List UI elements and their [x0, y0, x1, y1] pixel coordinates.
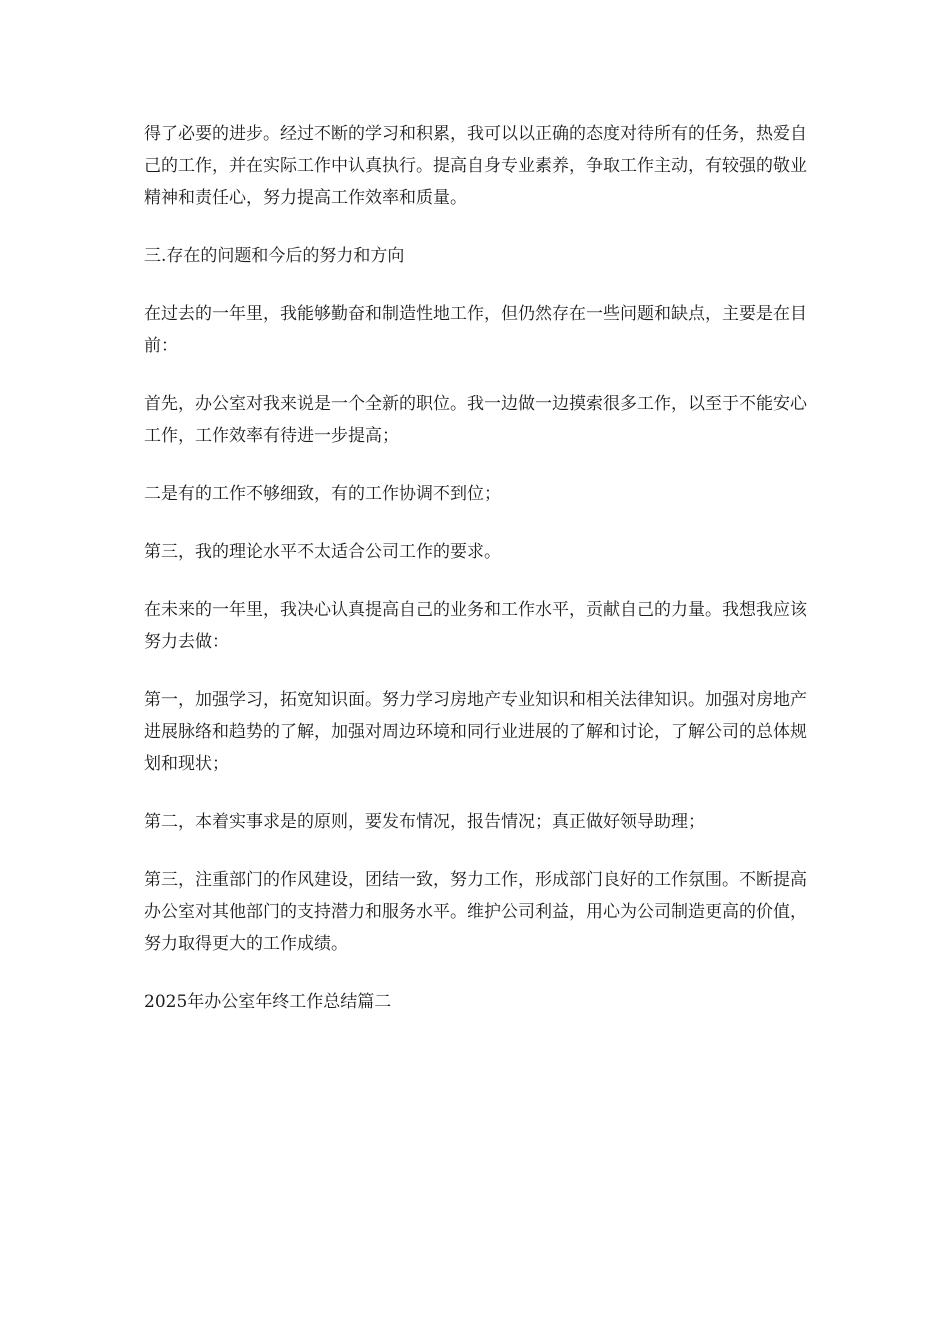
document-body: [144, 118, 814, 1044]
paragraph-problem-third: 第三，我的理论水平不太适合公司工作的要求。: [144, 542, 501, 562]
paragraph-progress: 得了必要的进步。经过不断的学习和积累，我可以以正确的态度对待所有的任务，热爱自己的工作，并在实际工作中认真执行。提高自身专业素养，争取工作主动，有较强的敬业精神和责任心，努力提高工作效率和质量。: [144, 124, 807, 208]
paragraph-future-intro: 在未来的一年里，我决心认真提高自己的业务和工作水平，贡献自己的力量。我想我应该努力去做：: [144, 600, 807, 652]
paragraph-intro-problems: 在过去的一年里，我能够勤奋和制造性地工作，但仍然存在一些问题和缺点，主要是在目前：: [144, 304, 807, 356]
section-heading-problems: 三.存在的问题和今后的努力和方向: [144, 246, 405, 266]
paragraph-problem-second: 二是有的工作不够细致，有的工作协调不到位；: [144, 484, 501, 504]
paragraph-problem-first: 首先，办公室对我来说是一个全新的职位。我一边做一边摸索很多工作，以至于不能安心工作，工作效率有待进一步提高；: [144, 394, 807, 446]
section-heading-part-two: 2025年办公室年终工作总结篇二: [144, 992, 392, 1012]
paragraph-plan-second: 第二，本着实事求是的原则，要发布情况，报告情况；真正做好领导助理；: [144, 812, 705, 832]
paragraph-plan-third: 第三，注重部门的作风建设，团结一致，努力工作，形成部门良好的工作氛围。不断提高办公室对其他部门的支持潜力和服务水平。维护公司利益，用心为公司制造更高的价值，努力取得更大的工作成绩。: [144, 870, 807, 954]
paragraph-plan-first: 第一，加强学习，拓宽知识面。努力学习房地产专业知识和相关法律知识。加强对房地产进展脉络和趋势的了解，加强对周边环境和同行业进展的了解和讨论，了解公司的总体规划和现状；: [144, 690, 807, 774]
